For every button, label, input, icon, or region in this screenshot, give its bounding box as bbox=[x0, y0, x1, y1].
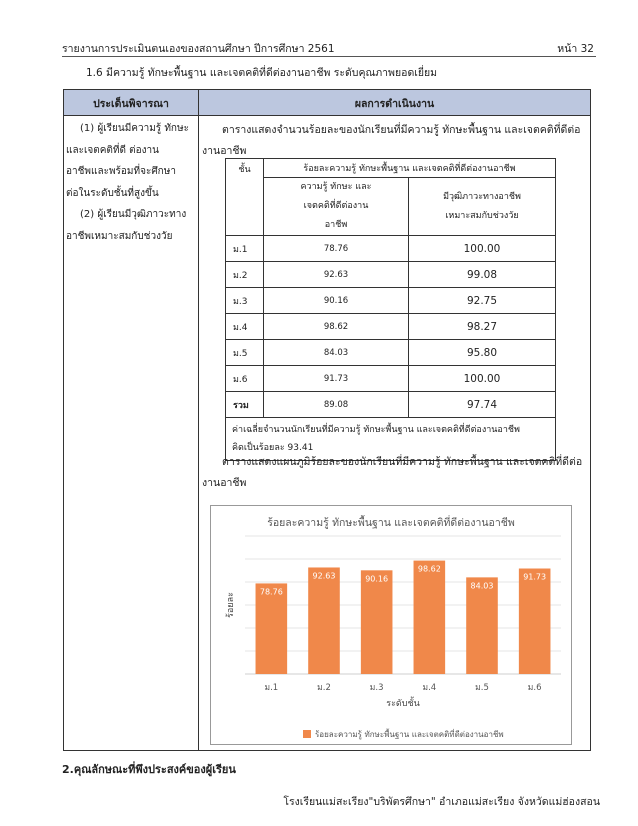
bar-value-label: 92.63 bbox=[312, 571, 336, 581]
column-header-results: ผลการดำเนินงาน bbox=[354, 98, 435, 110]
maturity-value: 100.00 bbox=[409, 236, 556, 262]
x-tick-label: ม.2 bbox=[317, 683, 331, 693]
maturity-value: 99.08 bbox=[409, 262, 556, 288]
maturity-value: 95.80 bbox=[409, 340, 556, 366]
table-intro-paragraph: ตารางแสดงจำนวนร้อยละของนักเรียนที่มีความรู้ ทักษะพื้นฐาน และเจตคติที่ดีต่องานอาชีพ bbox=[202, 124, 581, 157]
table-row bbox=[226, 366, 556, 392]
bar bbox=[466, 577, 498, 674]
total-label: รวม bbox=[226, 392, 264, 418]
knowledge-value: 98.62 bbox=[264, 314, 409, 340]
total-row bbox=[226, 392, 556, 418]
y-axis-label: ร้อยละ bbox=[226, 592, 236, 618]
chart-bars bbox=[256, 561, 551, 674]
x-tick-label: ม.6 bbox=[527, 683, 542, 693]
knowledge-value: 92.63 bbox=[264, 262, 409, 288]
table-row bbox=[226, 236, 556, 262]
section-title: 1.6 มีความรู้ ทักษะพื้นฐาน และเจตคติที่ดีต่องานอาชีพ ระดับคุณภาพยอดเยี่ยม bbox=[86, 67, 438, 79]
level-cell: ม.3 bbox=[226, 288, 264, 314]
chart-intro-paragraph: ตารางแสดงแผนภูมิร้อยละของนักเรียนที่มีความรู้ ทักษะพื้นฐาน และเจตคติที่ดีต่องานอาชีพ bbox=[202, 456, 583, 489]
bar-value-label: 78.76 bbox=[259, 587, 283, 597]
average-note-line: คิดเป็นร้อยละ 93.41 bbox=[232, 443, 314, 453]
group-header: ร้อยละความรู้ ทักษะพื้นฐาน และเจตคติที่ดีต่องานอาชีพ bbox=[264, 159, 556, 178]
col2-header: มีวุฒิภาวะทางอาชีพเหมาะสมกับช่วงวัย bbox=[409, 178, 556, 236]
bar bbox=[361, 570, 393, 674]
legend-swatch bbox=[303, 730, 311, 738]
criteria-line: (2) ผู้เรียนมีวุฒิภาวะทาง bbox=[80, 209, 187, 220]
bar bbox=[519, 569, 551, 674]
table-row bbox=[226, 262, 556, 288]
level-cell: ม.5 bbox=[226, 340, 264, 366]
chart-title: ร้อยละความรู้ ทักษะพื้นฐาน และเจตคติที่ดีต่องานอาชีพ bbox=[267, 517, 515, 529]
chart-x-ticks bbox=[264, 683, 541, 693]
x-tick-label: ม.5 bbox=[475, 683, 489, 693]
level-cell: ม.4 bbox=[226, 314, 264, 340]
maturity-value: 92.75 bbox=[409, 288, 556, 314]
x-axis-label: ระดับชั้น bbox=[386, 699, 420, 709]
table-row bbox=[226, 314, 556, 340]
column-header-criteria: ประเด็นพิจารณา bbox=[93, 98, 169, 110]
bar bbox=[414, 561, 446, 674]
col1-header: ความรู้ ทักษะ และเจตคติที่ดีต่องานอาชีพ bbox=[264, 178, 409, 236]
bar-value-label: 90.16 bbox=[365, 574, 389, 584]
knowledge-value: 78.76 bbox=[264, 236, 409, 262]
legend-label: ร้อยละความรู้ ทักษะพื้นฐาน และเจตคติที่ดีต่องานอาชีพ bbox=[315, 730, 504, 739]
criteria-line: อาชีพและพร้อมที่จะศึกษา bbox=[66, 166, 176, 177]
bar bbox=[308, 567, 340, 674]
page-number: หน้า 32 bbox=[557, 43, 594, 55]
main-table-column-divider bbox=[198, 90, 199, 750]
knowledge-value: 91.73 bbox=[264, 366, 409, 392]
chart-gridlines bbox=[245, 536, 561, 674]
total-maturity-value: 97.74 bbox=[409, 392, 556, 418]
section-2-heading: 2.คุณลักษณะที่พึงประสงค์ของผู้เรียน bbox=[62, 763, 236, 776]
page-footer: โรงเรียนแม่สะเรียง"บริพัตรศึกษา" อำเภอแม่สะเรียง จังหวัดแม่ฮ่องสอน bbox=[283, 796, 600, 808]
bar bbox=[256, 583, 288, 674]
table-row bbox=[226, 340, 556, 366]
level-header: ชั้น bbox=[226, 159, 264, 236]
x-tick-label: ม.4 bbox=[422, 683, 437, 693]
level-cell: ม.1 bbox=[226, 236, 264, 262]
total-knowledge-value: 89.08 bbox=[264, 392, 409, 418]
criteria-line: อาชีพเหมาะสมกับช่วงวัย bbox=[66, 230, 173, 242]
maturity-value: 98.27 bbox=[409, 314, 556, 340]
header-divider bbox=[62, 56, 596, 57]
level-cell: ม.2 bbox=[226, 262, 264, 288]
bar-value-label: 98.62 bbox=[417, 564, 441, 574]
average-note-line: ค่าเฉลี่ยจำนวนนักเรียนที่มีความรู้ ทักษะพื้นฐาน และเจตคติที่ดีต่องานอาชีพ bbox=[232, 425, 520, 435]
bar-chart-container bbox=[210, 505, 572, 745]
bar-chart bbox=[211, 506, 571, 744]
knowledge-value: 84.03 bbox=[264, 340, 409, 366]
criteria-cell bbox=[66, 118, 196, 247]
table-row bbox=[226, 288, 556, 314]
criteria-line: (1) ผู้เรียนมีความรู้ ทักษะ bbox=[80, 123, 189, 134]
level-cell: ม.6 bbox=[226, 366, 264, 392]
x-tick-label: ม.1 bbox=[264, 683, 279, 693]
criteria-line: และเจตคติที่ดี ต่องาน bbox=[66, 144, 159, 156]
maturity-value: 100.00 bbox=[409, 366, 556, 392]
report-header-title: รายงานการประเมินตนเองของสถานศึกษา ปีการศึกษา 2561 bbox=[62, 43, 335, 55]
criteria-line: ต่อในระดับชั้นที่สูงขึ้น bbox=[66, 187, 159, 199]
x-tick-label: ม.3 bbox=[369, 683, 384, 693]
percentage-table bbox=[225, 158, 556, 461]
bar-value-label: 84.03 bbox=[470, 581, 494, 591]
bar-value-label: 91.73 bbox=[523, 572, 547, 582]
knowledge-value: 90.16 bbox=[264, 288, 409, 314]
